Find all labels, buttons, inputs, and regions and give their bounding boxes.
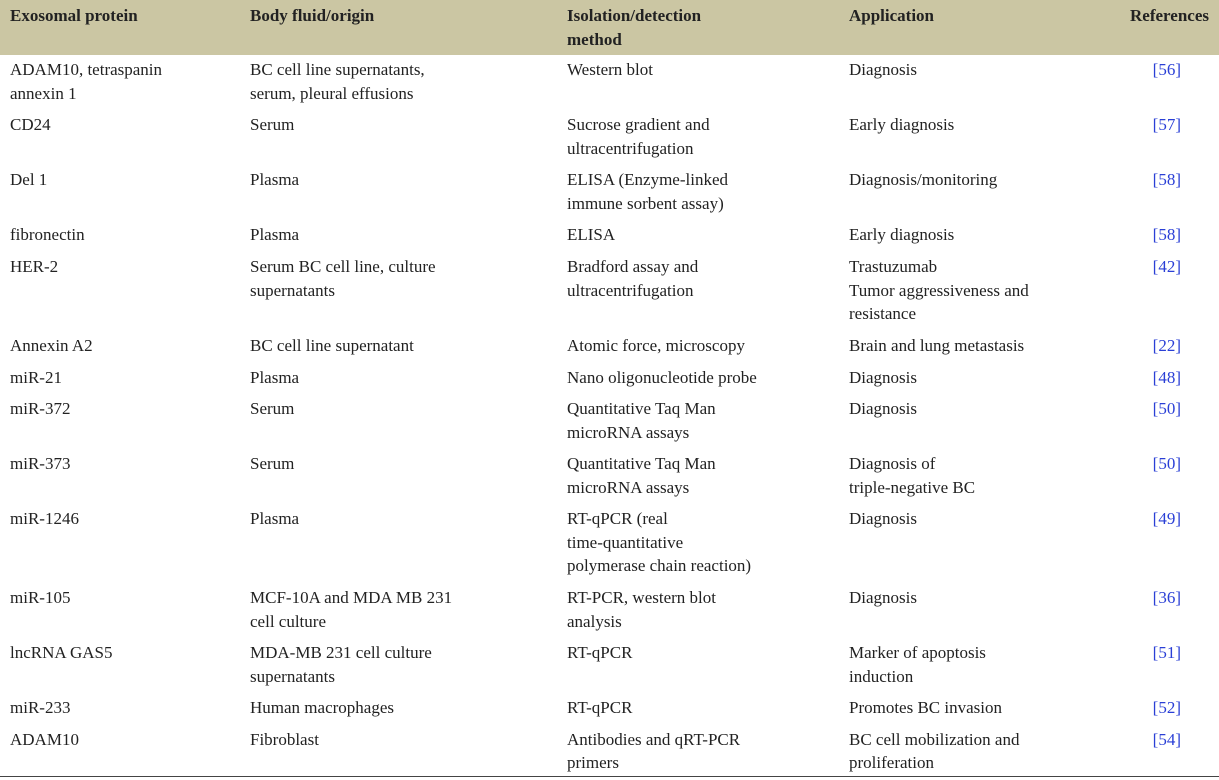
header-method: Isolation/detection method [557, 0, 839, 55]
reference-link[interactable]: [36] [1152, 588, 1181, 607]
cell-reference [1079, 220, 1219, 252]
cell-reference [1079, 252, 1219, 331]
cell-protein: Annexin A2 [10, 335, 93, 355]
cell-reference [1079, 638, 1219, 693]
cell-reference [1079, 331, 1219, 363]
cell-protein: miR-372 [10, 399, 71, 418]
cell-body-fluid: Serum [250, 115, 295, 134]
cell-application: Promotes BC invasion [849, 698, 1003, 717]
cell-method: ELISA (Enzyme-linked immune sorbent assay) [567, 170, 728, 213]
cell-method: Sucrose gradient and ultracentrifugation [567, 115, 710, 158]
cell-application: Diagnosis [849, 399, 917, 418]
table-row [0, 110, 1219, 165]
cell-reference [1079, 165, 1219, 220]
reference-link[interactable]: [42] [1152, 257, 1181, 276]
cell-reference [1079, 725, 1219, 780]
bottom-rule [0, 776, 1219, 777]
header-references: References [1079, 0, 1219, 55]
table-row [0, 252, 1219, 331]
cell-application: Diagnosis [849, 367, 917, 387]
cell-body-fluid: MCF-10A and MDA MB 231 cell culture [250, 588, 453, 631]
cell-reference [1079, 504, 1219, 583]
reference-link[interactable]: [48] [1152, 367, 1181, 387]
reference-link[interactable]: [22] [1152, 335, 1181, 355]
table-row [0, 220, 1219, 252]
reference-link[interactable]: [56] [1152, 60, 1181, 79]
cell-method: RT-qPCR [567, 698, 633, 717]
cell-method: Quantitative Taq Man microRNA assays [567, 454, 716, 497]
cell-application: Diagnosis [849, 509, 917, 528]
cell-method: Western blot [567, 60, 653, 79]
cell-body-fluid: Plasma [250, 367, 300, 387]
cell-application: Early diagnosis [849, 225, 955, 244]
cell-body-fluid: Plasma [250, 225, 300, 244]
cell-method: RT-qPCR (real time-quantitative polymerase chain reaction) [567, 509, 752, 575]
cell-protein: fibronectin [10, 225, 85, 244]
table-row [0, 693, 1219, 725]
reference-link[interactable]: [58] [1152, 225, 1181, 244]
header-application: Application [839, 0, 1079, 55]
cell-protein: miR-105 [10, 588, 71, 607]
cell-method: ELISA [567, 225, 616, 244]
cell-body-fluid: Human macrophages [250, 698, 394, 717]
cell-protein: miR-21 [10, 367, 62, 387]
table-row [0, 394, 1219, 449]
header-protein: Exosomal protein [0, 0, 240, 55]
cell-body-fluid: BC cell line supernatant [250, 335, 414, 355]
cell-application: Diagnosis [849, 60, 917, 79]
reference-link[interactable]: [51] [1152, 643, 1181, 662]
reference-link[interactable]: [50] [1152, 399, 1181, 418]
table-row [0, 449, 1219, 504]
cell-reference [1079, 110, 1219, 165]
table-row [0, 504, 1219, 583]
cell-protein: lncRNA GAS5 [10, 643, 113, 662]
cell-body-fluid: BC cell line supernatants, serum, pleural effusions [250, 60, 425, 103]
cell-body-fluid: MDA-MB 231 cell culture supernatants [250, 643, 432, 686]
cell-application: Marker of apoptosis induction [849, 643, 986, 686]
cell-application: Trastuzumab Tumor aggressiveness and resistance [849, 257, 1029, 323]
cell-body-fluid: Serum BC cell line, culture supernatants [250, 257, 436, 300]
table-row [0, 725, 1219, 780]
cell-body-fluid: Plasma [250, 170, 300, 189]
cell-method: Antibodies and qRT-PCR primers [567, 729, 741, 772]
reference-link[interactable]: [58] [1152, 170, 1181, 189]
cell-application: BC cell mobilization and proliferation [849, 729, 1020, 772]
header-row [0, 0, 1219, 55]
cell-method: RT-PCR, western blot analysis [567, 588, 716, 631]
cell-application: Brain and lung metastasis [849, 335, 1025, 355]
cell-reference [1079, 55, 1219, 110]
cell-reference [1079, 583, 1219, 638]
cell-reference [1079, 394, 1219, 449]
cell-application: Diagnosis of triple-negative BC [849, 454, 976, 497]
table-row [0, 638, 1219, 693]
header-fluid: Body fluid/origin [240, 0, 557, 55]
table-row [0, 583, 1219, 638]
cell-method: Atomic force, microscopy [567, 335, 745, 355]
cell-protein: miR-1246 [10, 509, 79, 528]
cell-protein: miR-373 [10, 454, 71, 473]
table-row [0, 331, 1219, 363]
reference-link[interactable]: [57] [1152, 115, 1181, 134]
cell-method: Bradford assay and ultracentrifugation [567, 257, 699, 300]
cell-method: Nano oligonucleotide probe [567, 367, 757, 387]
reference-link[interactable]: [49] [1152, 509, 1181, 528]
table-body [0, 55, 1219, 780]
cell-body-fluid: Fibroblast [250, 729, 319, 749]
table-row [0, 363, 1219, 395]
cell-method: RT-qPCR [567, 643, 633, 662]
table-row [0, 165, 1219, 220]
table-row [0, 55, 1219, 110]
cell-method: Quantitative Taq Man microRNA assays [567, 399, 716, 442]
reference-link[interactable]: [54] [1152, 729, 1181, 749]
cell-protein: Del 1 [10, 170, 48, 189]
cell-protein: miR-233 [10, 698, 71, 717]
cell-reference [1079, 449, 1219, 504]
cell-reference [1079, 363, 1219, 395]
cell-protein: HER-2 [10, 257, 59, 276]
cell-protein: CD24 [10, 115, 51, 134]
reference-link[interactable]: [50] [1152, 454, 1181, 473]
cell-reference [1079, 693, 1219, 725]
cell-protein: ADAM10 [10, 729, 79, 749]
cell-application: Diagnosis/monitoring [849, 170, 998, 189]
cell-application: Early diagnosis [849, 115, 955, 134]
reference-link[interactable]: [52] [1152, 698, 1181, 717]
cell-body-fluid: Serum [250, 399, 295, 418]
cell-body-fluid: Serum [250, 454, 295, 473]
cell-application: Diagnosis [849, 588, 917, 607]
cell-protein: ADAM10, tetraspanin annexin 1 [10, 60, 163, 103]
cell-body-fluid: Plasma [250, 509, 300, 528]
